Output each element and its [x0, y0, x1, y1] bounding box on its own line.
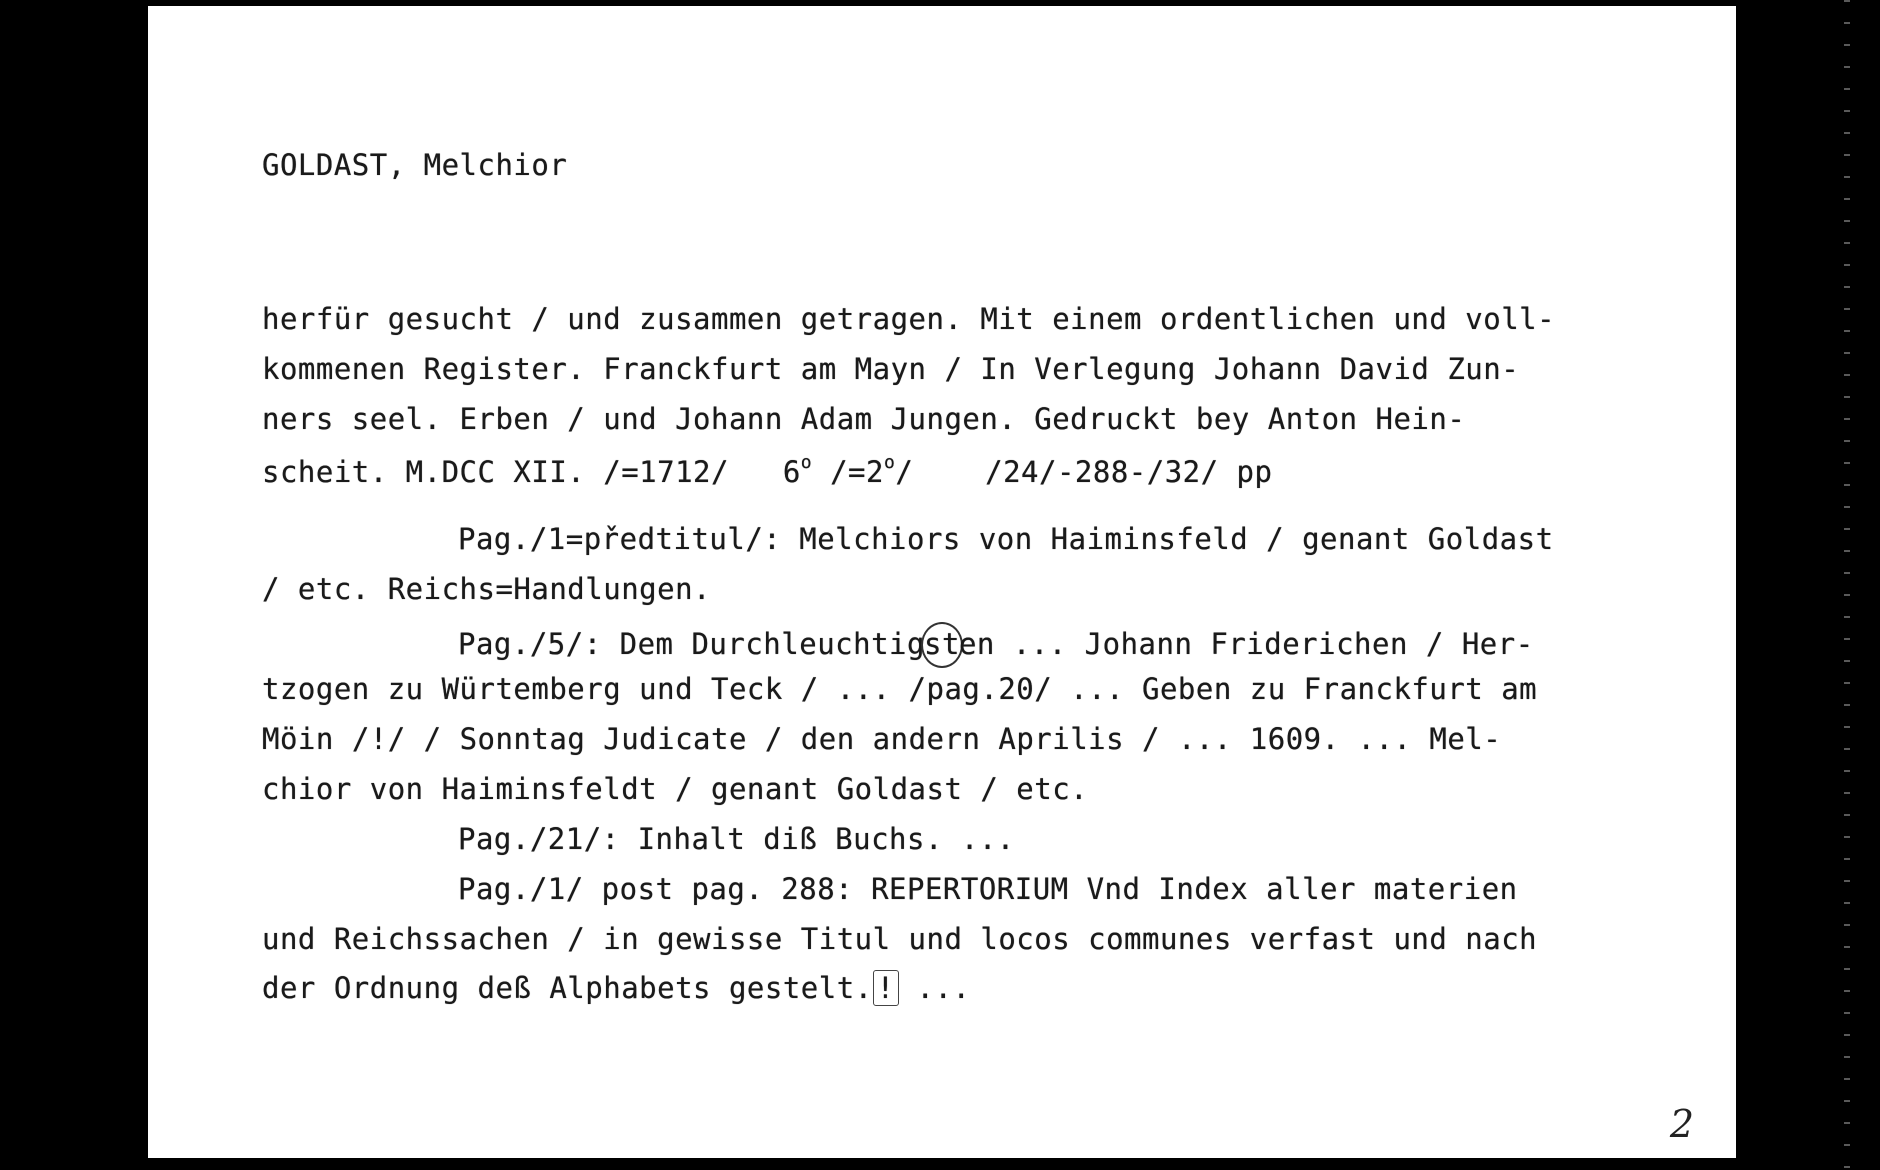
format-superscript: o: [883, 452, 896, 473]
card-heading: GOLDAST, Melchior: [262, 148, 568, 182]
card-line: und Reichssachen / in gewisse Titul und locos communes verfast und nach: [262, 922, 1538, 956]
line-text: der Ordnung deß Alphabets gestelt.: [262, 971, 873, 1005]
circled-correction: st: [921, 622, 963, 668]
card-line: Pag./21/: Inhalt diß Buchs. ...: [458, 822, 1015, 856]
catalog-card: [148, 6, 1736, 1158]
card-line: herfür gesucht / und zusammen getragen. Mit einem ordentlichen und voll-: [262, 302, 1556, 336]
pagination-text: / /24/-288-/32/ pp: [895, 455, 1273, 489]
sic-box-mark: !: [873, 970, 899, 1006]
handwritten-page-number: 2: [1669, 1102, 1694, 1146]
card-line: ners seel. Erben / und Johann Adam Jungen. Gedruckt bey Anton Hein-: [262, 402, 1466, 436]
format-superscript: o: [800, 452, 813, 473]
card-line: tzogen zu Würtemberg und Teck / ... /pag.20/ ... Geben zu Franckfurt am: [262, 672, 1538, 706]
imprint-text: scheit. M.DCC XII. /=1712/ 6: [262, 455, 801, 489]
card-line: kommenen Register. Franckfurt am Mayn / In Verlegung Johann David Zun-: [262, 352, 1520, 386]
line-text: Pag./5/: Dem Durchleuchtig: [458, 627, 925, 661]
film-edge-marks: [1844, 0, 1850, 1170]
card-line: chior von Haiminsfeldt / genant Goldast / etc.: [262, 772, 1089, 806]
card-line: [262, 722, 1501, 756]
line-text: Möin: [262, 722, 352, 756]
card-line: Pag./1=předtitul/: Melchiors von Haiminsfeld / genant Goldast: [458, 522, 1554, 556]
card-line: [262, 970, 970, 1006]
line-text: en ... Johann Friderichen / Her-: [958, 627, 1534, 661]
card-line: Pag./1/ post pag. 288: REPERTORIUM Vnd Index aller materien: [458, 872, 1518, 906]
card-line: [262, 622, 1534, 668]
line-text: / Sonntag Judicate / den andern Aprilis / ... 1609. ... Mel-: [405, 722, 1502, 756]
card-line: / etc. Reichs=Handlungen.: [262, 572, 711, 606]
line-text: ...: [898, 971, 971, 1005]
sic-mark: /!/: [351, 722, 406, 756]
card-line-format: [262, 452, 1272, 489]
format-mid: /=2: [812, 455, 884, 489]
